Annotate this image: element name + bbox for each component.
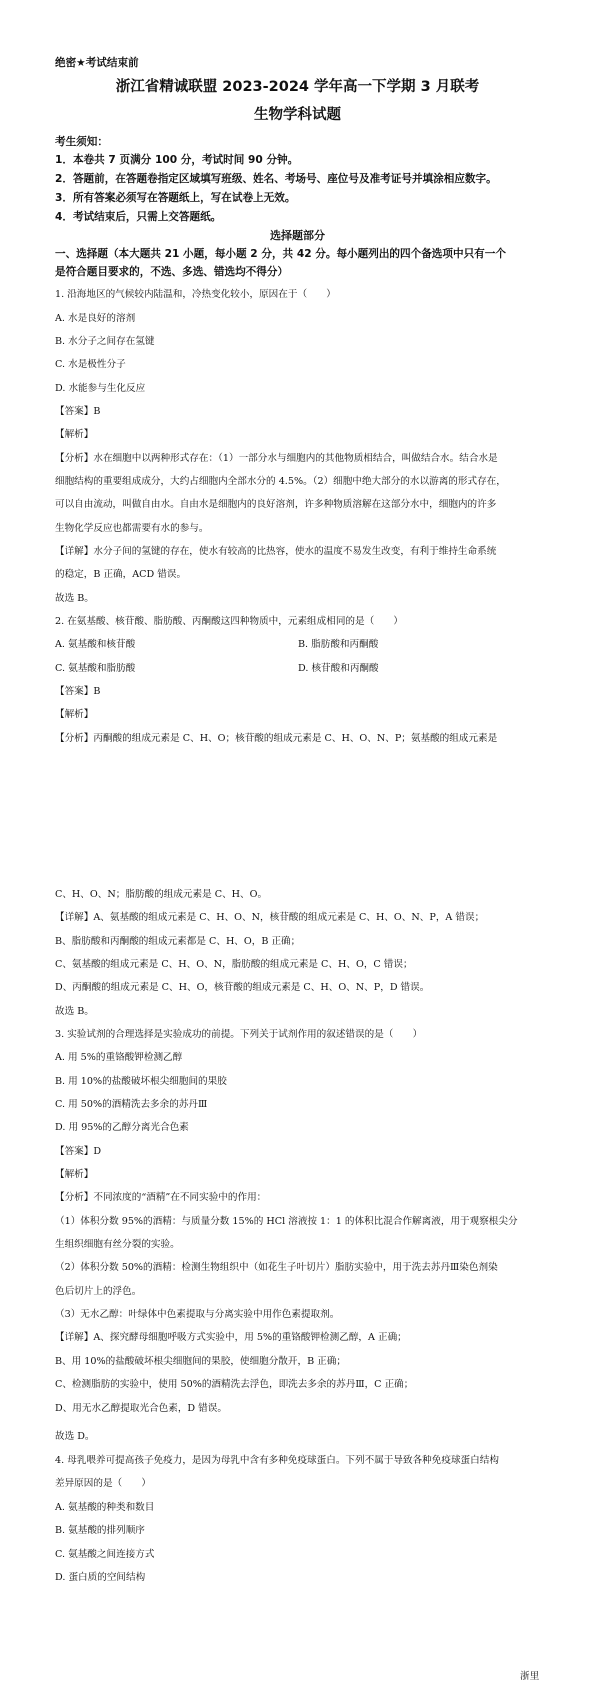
answer: 【答案】D <box>55 1146 102 1157</box>
detail-text: B、脂肪酸和丙酮酸的组成元素都是 C、H、O，B 正确； <box>55 936 301 947</box>
question-stem: 1. 沿海地区的气候较内陆温和，冷热变化较小，原因在于（ ） <box>55 289 336 300</box>
option: D. 蛋白质的空间结构 <box>55 1572 146 1583</box>
analysis-text: 【分析】丙酮酸的组成元素是 C、H、O；核苷酸的组成元素是 C、H、O、N、P；氨基酸的组成元素是 <box>55 733 498 744</box>
analysis-text: 生组织细胞有丝分裂的实验。 <box>55 1239 180 1250</box>
analysis-label: 【解析】 <box>55 429 94 440</box>
detail-text: B、用 10%的盐酸破坏根尖细胞间的果胶，使细胞分散开，B 正确； <box>55 1356 346 1367</box>
analysis-text: 可以自由流动，叫做自由水。自由水是细胞内的良好溶剂，许多种物质溶解在这部分水中，细胞内的许多 <box>55 499 497 510</box>
detail-text: D、丙酮酸的组成元素是 C、H、O，核苷酸的组成元素是 C、H、O、N、P，D 错误。 <box>55 982 430 993</box>
analysis-text: C、H、O、N；脂肪酸的组成元素是 C、H、O。 <box>55 889 268 900</box>
notice-item: 1．本卷共 7 页满分 100 分，考试时间 90 分钟。 <box>55 154 299 166</box>
answer: 【答案】B <box>55 686 101 697</box>
conclusion: 故选 B。 <box>55 593 94 604</box>
notice-heading: 考生须知： <box>55 136 108 148</box>
option: A. 氨基酸和核苷酸 <box>55 639 136 650</box>
section-title: 选择题部分 <box>270 229 325 242</box>
option: C. 用 50%的酒精洗去多余的苏丹Ⅲ <box>55 1099 208 1110</box>
analysis-text: 【分析】水在细胞中以两种形式存在：（1）一部分水与细胞内的其他物质相结合，叫做结合水。结合水是 <box>55 453 498 464</box>
analysis-label: 【解析】 <box>55 709 94 720</box>
option: A. 氨基酸的种类和数目 <box>55 1502 155 1513</box>
detail-text: 【详解】A、氨基酸的组成元素是 C、H、O、N，核苷酸的组成元素是 C、H、O、N、P，A 错误； <box>55 912 485 923</box>
conclusion: 故选 B。 <box>55 1006 94 1017</box>
footer-mark: 浙里 <box>520 1671 540 1682</box>
analysis-text: 【分析】不同浓度的“酒精”在不同实验中的作用： <box>55 1192 267 1203</box>
detail-text: C、检测脂肪的实验中，使用 50%的酒精洗去浮色，即洗去多余的苏丹Ⅲ，C 正确； <box>55 1379 414 1390</box>
detail-text: 【详解】A、探究酵母细胞呼吸方式实验中，用 5%的重铬酸钾检测乙醇，A 正确； <box>55 1332 407 1343</box>
question-stem: 4. 母乳喂养可提高孩子免疫力，是因为母乳中含有多种免疫球蛋白。下列不属于导致各种免疫球蛋白结构 <box>55 1455 499 1466</box>
analysis-text: 色后切片上的浮色。 <box>55 1286 142 1297</box>
analysis-text: （1）体积分数 95%的酒精：与质量分数 15%的 HCl 溶液按 1：1 的体积比混合作解离液，用于观察根尖分 <box>55 1216 518 1227</box>
question-stem: 2. 在氨基酸、核苷酸、脂肪酸、丙酮酸这四种物质中，元素组成相同的是（ ） <box>55 616 403 627</box>
secret-label: 绝密★考试结束前 <box>55 57 139 69</box>
option: B. 氨基酸的排列顺序 <box>55 1525 145 1536</box>
detail-text: 的稳定，B 正确，ACD 错误。 <box>55 569 187 580</box>
question-stem: 差异原因的是（ ） <box>55 1478 151 1489</box>
option: C. 水是极性分子 <box>55 359 126 370</box>
question-stem: 3. 实验试剂的合理选择是实验成功的前提。下列关于试剂作用的叙述错误的是（ ） <box>55 1029 423 1040</box>
exam-subtitle: 生物学科试题 <box>254 107 341 123</box>
analysis-text: （3）无水乙醇：叶绿体中色素提取与分离实验中用作色素提取剂。 <box>55 1309 340 1320</box>
section-instruction: 是符合题目要求的，不选、多选、错选均不得分） <box>55 266 289 278</box>
option: B. 水分子之间存在氢键 <box>55 336 155 347</box>
detail-text: D、用无水乙醇提取光合色素，D 错误。 <box>55 1403 227 1414</box>
option: C. 氨基酸和脂肪酸 <box>55 663 136 674</box>
analysis-text: （2）体积分数 50%的酒精：检测生物组织中（如花生子叶切片）脂肪实验中，用于洗去苏丹Ⅲ染色剂染 <box>55 1262 498 1273</box>
notice-item: 4．考试结束后，只需上交答题纸。 <box>55 211 222 223</box>
option: B. 脂肪酸和丙酮酸 <box>298 639 379 650</box>
conclusion: 故选 D。 <box>55 1431 95 1442</box>
exam-title: 浙江省精诚联盟 2023-2024 学年高一下学期 3 月联考 <box>115 79 480 95</box>
detail-text: 【详解】水分子间的氢键的存在，使水有较高的比热容，使水的温度不易发生改变，有利于维持生命系统 <box>55 546 497 557</box>
notice-item: 3．所有答案必须写在答题纸上，写在试卷上无效。 <box>55 192 296 204</box>
analysis-text: 细胞结构的重要组成成分，大约占细胞内全部水分的 4.5%。（2）细胞中绝大部分的水以游离的形式存在， <box>55 476 506 487</box>
analysis-label: 【解析】 <box>55 1169 94 1180</box>
answer: 【答案】B <box>55 406 101 417</box>
option: D. 水能参与生化反应 <box>55 383 146 394</box>
option: A. 水是良好的溶剂 <box>55 313 136 324</box>
option: D. 用 95%的乙醇分离光合色素 <box>55 1122 189 1133</box>
analysis-text: 生物化学反应也都需要有水的参与。 <box>55 523 209 534</box>
option: D. 核苷酸和丙酮酸 <box>298 663 379 674</box>
option: B. 用 10%的盐酸破坏根尖细胞间的果胶 <box>55 1076 227 1087</box>
option: C. 氨基酸之间连接方式 <box>55 1549 155 1560</box>
section-instruction: 一、选择题（本大题共 21 小题，每小题 2 分，共 42 分。每小题列出的四个备选项中只有一个 <box>55 248 506 260</box>
option: A. 用 5%的重铬酸钾检测乙醇 <box>55 1052 183 1063</box>
detail-text: C、氨基酸的组成元素是 C、H、O、N，脂肪酸的组成元素是 C、H、O，C 错误； <box>55 959 413 970</box>
notice-item: 2．答题前，在答题卷指定区域填写班级、姓名、考场号、座位号及准考证号并填涂相应数字。 <box>55 173 497 185</box>
